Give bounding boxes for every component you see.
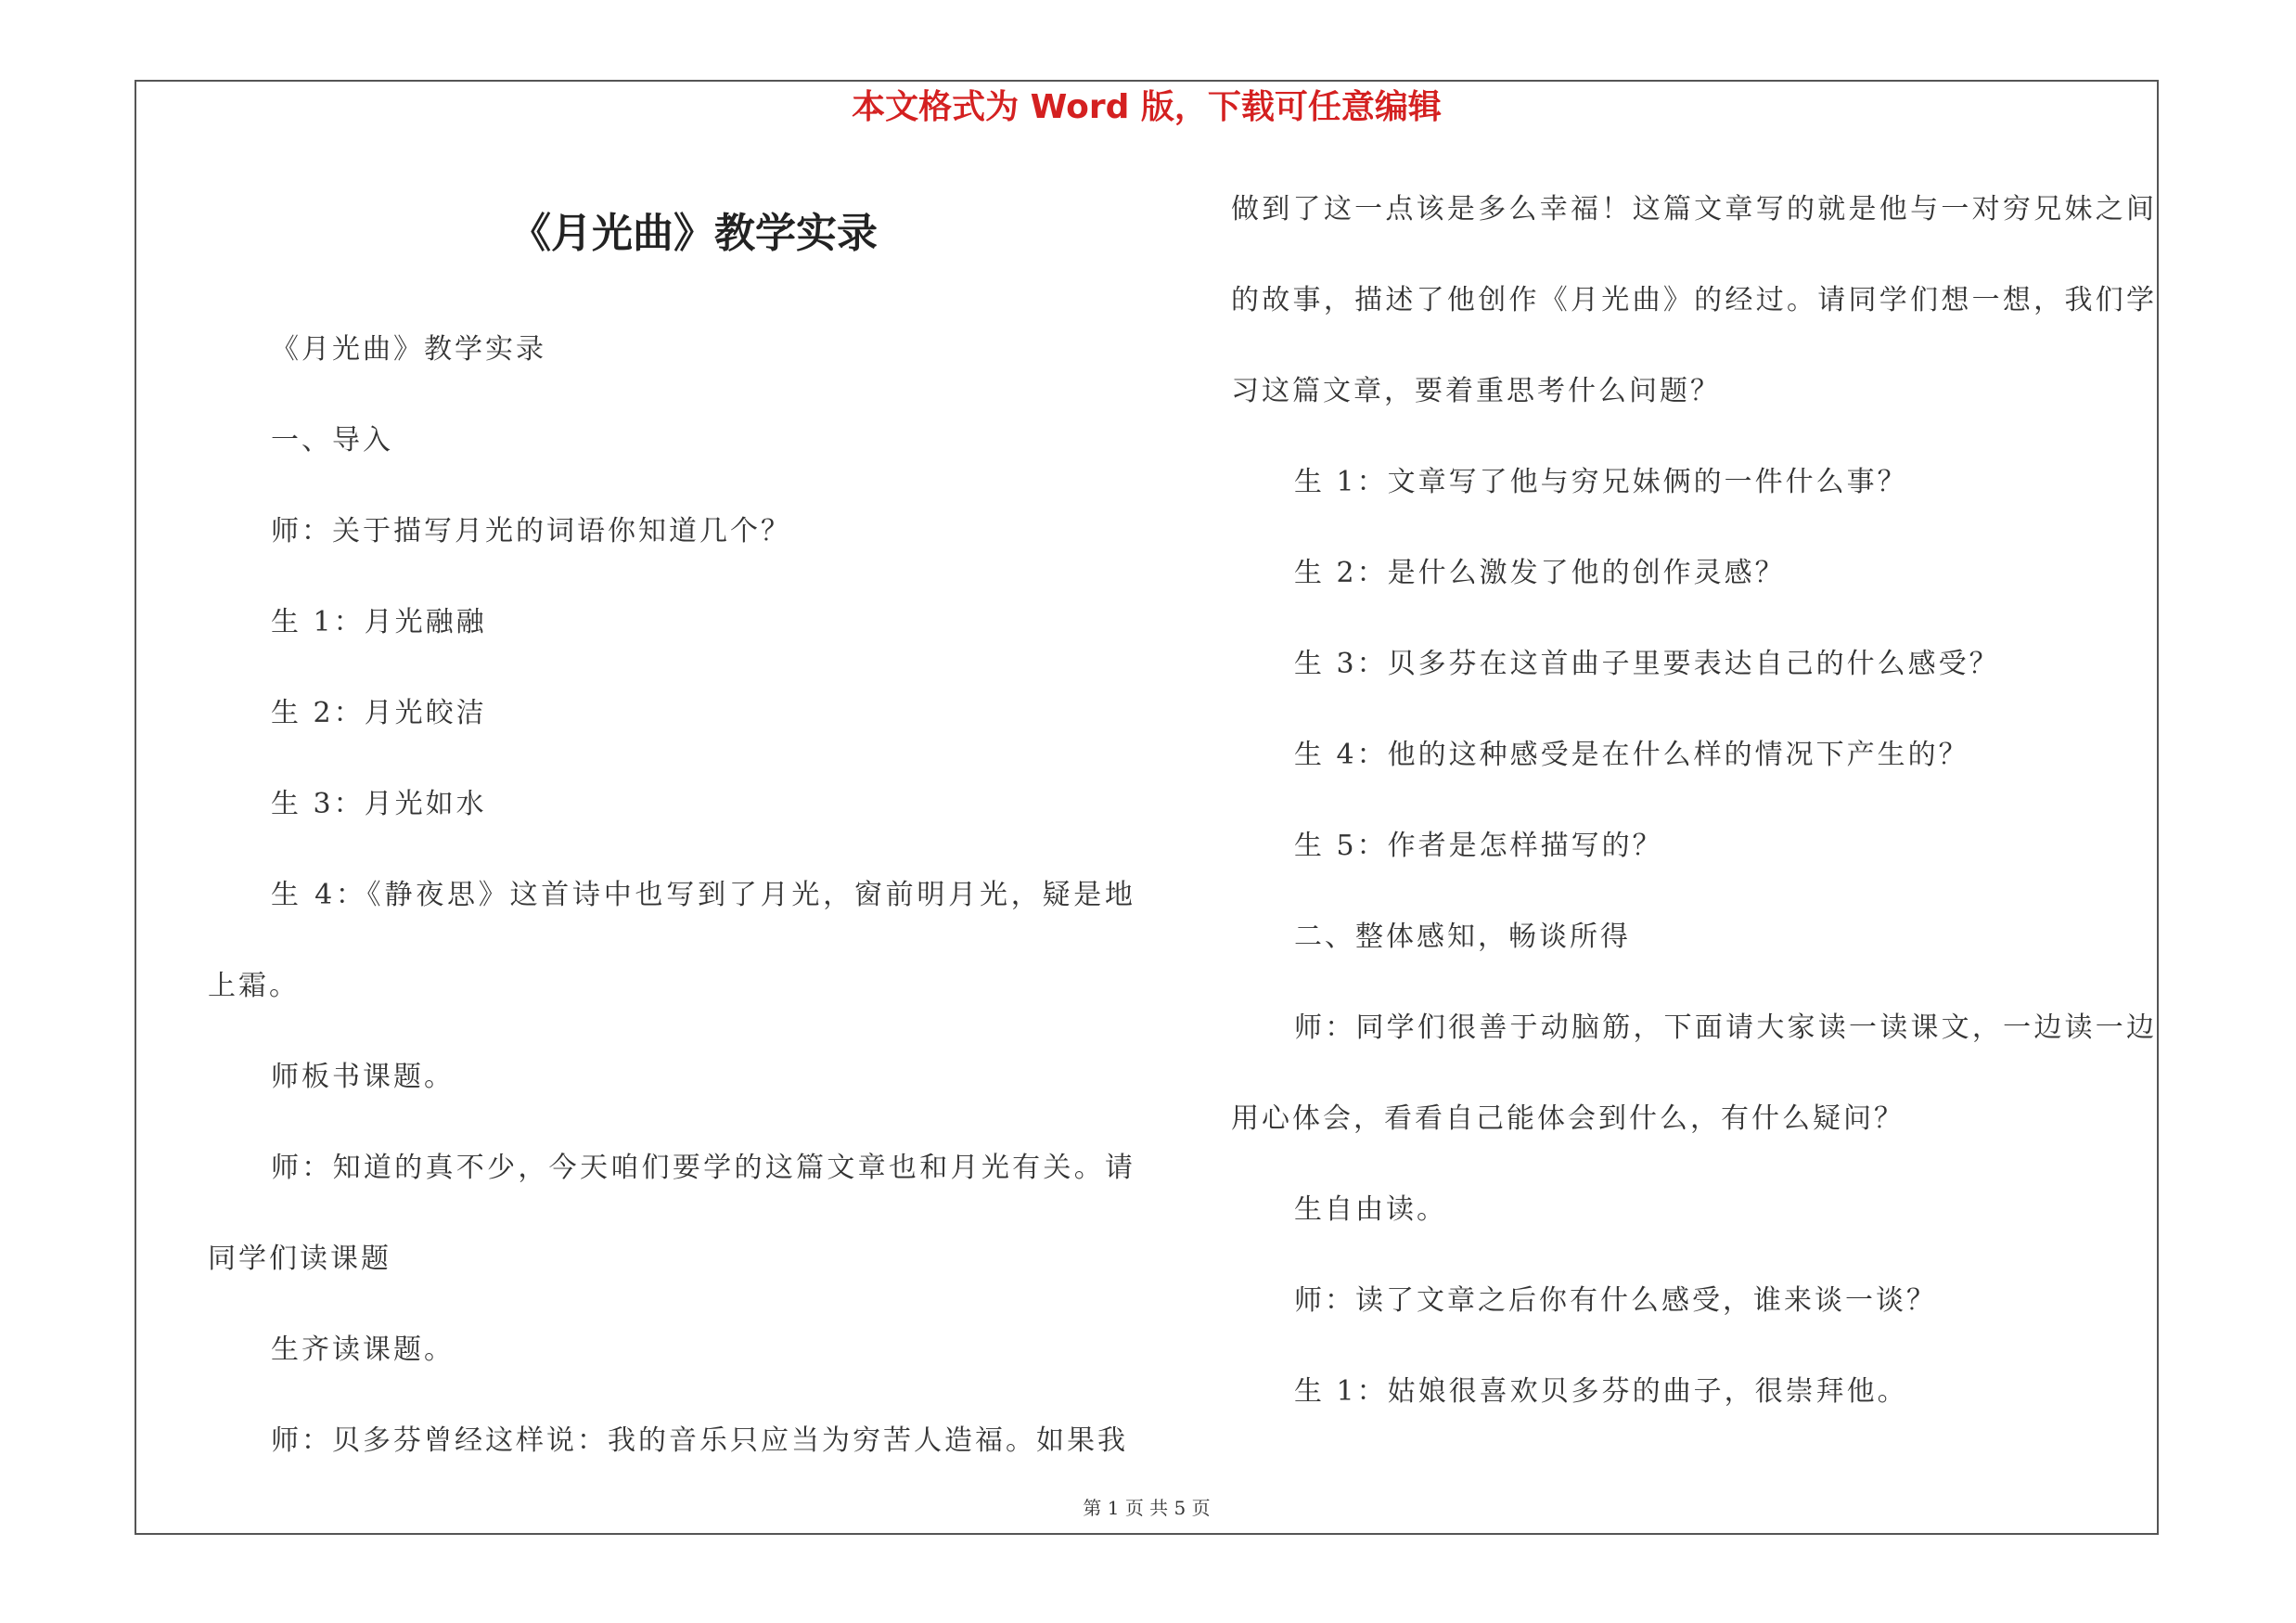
right-column <box>1231 164 2157 1437</box>
paragraph: 师：同学们很善于动脑筋，下面请大家读一读课文，一边读一边用心体会，看看自己能体会到什么，有什么疑问？ <box>1231 1011 2157 1135</box>
paragraph: 生自由读。 <box>1294 1193 1447 1226</box>
left-column <box>208 304 1135 1487</box>
paragraph: 生 1：月光融融 <box>271 606 487 638</box>
format-banner: 本文格式为 Word 版，下载可任意编辑 <box>852 88 1442 126</box>
paragraph: 生 1：文章写了他与穷兄妹俩的一件什么事？ <box>1294 466 1908 498</box>
paragraph: 一、导入 <box>271 424 393 457</box>
document-title: 《月光曲》教学实录 <box>510 210 878 257</box>
paragraph: 生 4：他的这种感受是在什么样的情况下产生的？ <box>1294 739 1969 771</box>
paragraph: 生 2：月光皎洁 <box>271 697 487 729</box>
paragraph: 生齐读课题。 <box>271 1333 455 1366</box>
paragraph: 师：知道的真不少，今天咱们要学的这篇文章也和月光有关。请同学们读课题 <box>208 1152 1135 1275</box>
paragraph: 师：关于描写月光的词语你知道几个？ <box>271 515 791 547</box>
paragraph: 《月光曲》教学实录 <box>271 333 546 366</box>
paragraph: 二、整体感知，畅谈所得 <box>1294 921 1631 953</box>
paragraph: 生 5：作者是怎样描写的？ <box>1294 830 1663 862</box>
paragraph: 生 4：《静夜思》这首诗中也写到了月光，窗前明月光，疑是地上霜。 <box>208 879 1135 1002</box>
paragraph: 生 1：姑娘很喜欢贝多芬的曲子，很崇拜他。 <box>1294 1375 1908 1408</box>
page-number-footer: 第 1 页 共 5 页 <box>1083 1497 1211 1519</box>
paragraph: 生 2：是什么激发了他的创作灵感？ <box>1294 557 1786 589</box>
paragraph: 师：读了文章之后你有什么感受，谁来谈一谈？ <box>1294 1284 1937 1317</box>
paragraph: 师：贝多芬曾经这样说：我的音乐只应当为穷苦人造福。如果我 <box>271 1424 1128 1457</box>
paragraph: 师板书课题。 <box>271 1061 455 1093</box>
paragraph: 做到了这一点该是多么幸福！这篇文章写的就是他与一对穷兄妹之间的故事，描述了他创作《月光曲》的经过。请同学们想一想，我们学习这篇文章，要着重思考什么问题？ <box>1231 193 2157 407</box>
paragraph: 生 3：月光如水 <box>271 788 487 820</box>
paragraph: 生 3：贝多芬在这首曲子里要表达自己的什么感受？ <box>1294 648 2000 680</box>
